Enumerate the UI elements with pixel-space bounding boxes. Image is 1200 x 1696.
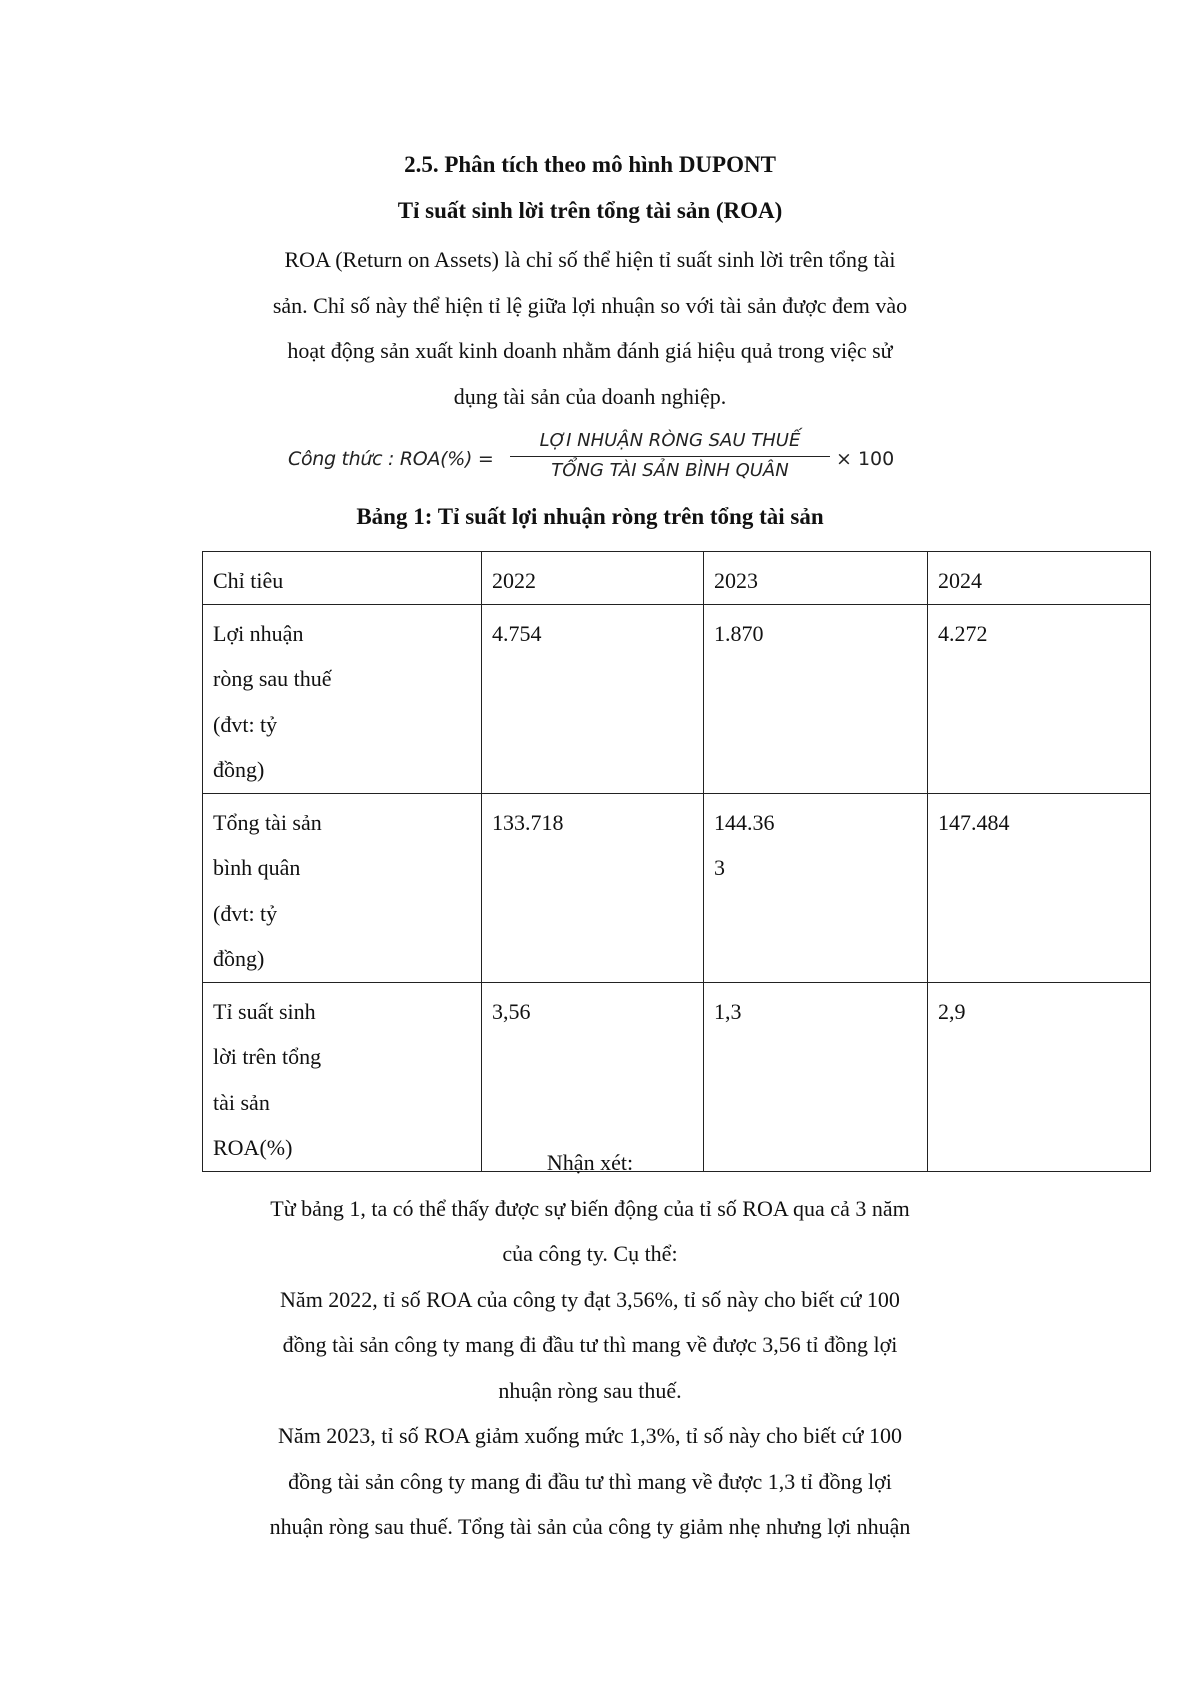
subsection-title: Tỉ suất sinh lời trên tổng tài sản (ROA) [397, 198, 783, 223]
row-label-line: ròng sau thuế [213, 666, 332, 691]
value-line: 1,3 [714, 998, 742, 1024]
comment-title: Nhận xét: [546, 1150, 634, 1175]
value-line: 147.484 [938, 809, 1010, 835]
row-label-line: Tổng tài sản [213, 809, 322, 835]
header-cell: 2023 [704, 552, 928, 605]
row-label-line: lời trên tổng [213, 1044, 322, 1069]
intro-line: hoạt động sản xuất kinh doanh nhằm đánh giá hiệu quả trong việc sử [287, 338, 893, 363]
formula-fraction [510, 428, 830, 485]
intro-paragraph [200, 237, 980, 419]
roa-formula [288, 428, 908, 490]
comment-line: của công ty. Cụ thể: [502, 1241, 678, 1266]
value-cell [928, 793, 1151, 982]
comment-line: đồng tài sản công ty mang đi đầu tư thì mang về được 3,56 tỉ đồng lợi [282, 1332, 898, 1357]
comment-line: Năm 2023, tỉ số ROA giảm xuống mức 1,3%, tỉ số này cho biết cứ 100 [278, 1423, 902, 1448]
value-line: 3 [714, 855, 725, 880]
row-label-line: đồng) [213, 757, 265, 782]
header-cell: 2022 [482, 552, 704, 605]
value-line: 2,9 [938, 998, 966, 1024]
intro-line: sản. Chỉ số này thể hiện tỉ lệ giữa lợi nhuận so với tài sản được đem vào [272, 292, 908, 318]
row-label-line: (đvt: tỷ [213, 711, 278, 737]
formula-lhs: Công thức : ROA(%) = [288, 448, 494, 470]
comment-section [200, 1140, 980, 1550]
value-cell [928, 604, 1151, 793]
comment-line: nhuận ròng sau thuế. Tổng tài sản của công ty giảm nhẹ nhưng lợi nhuận [269, 1514, 911, 1539]
comment-line: nhuận ròng sau thuế. [498, 1377, 682, 1403]
formula-numerator: LỢI NHUẬN RÒNG SAU THUẾ [510, 428, 830, 457]
table-row [203, 604, 1151, 793]
value-line: 133.718 [492, 809, 564, 835]
comment-line: đồng tài sản công ty mang đi đầu tư thì mang về được 1,3 tỉ đồng lợi [288, 1468, 892, 1494]
table-row [203, 793, 1151, 982]
header-cell: 2024 [928, 552, 1151, 605]
row-label-line: Tỉ suất sinh [213, 998, 316, 1024]
value-cell [482, 604, 704, 793]
intro-line: dụng tài sản của doanh nghiệp. [453, 383, 727, 409]
comment-line: Từ bảng 1, ta có thể thấy được sự biến động của tỉ số ROA qua cả 3 năm [270, 1195, 910, 1221]
row-label-line: (đvt: tỷ [213, 900, 278, 926]
intro-line: ROA (Return on Assets) là chỉ số thể hiện tỉ suất sinh lời trên tổng tài [284, 247, 896, 272]
roa-table [202, 551, 1151, 1172]
value-line: 3,56 [492, 998, 531, 1024]
row-label-cell [203, 604, 482, 793]
formula-denominator: TỔNG TÀI SẢN BÌNH QUÂN [551, 460, 789, 481]
value-line: 1.870 [714, 620, 764, 646]
value-line: 144.36 [714, 809, 775, 835]
row-label-line: ROA(%) [213, 1135, 293, 1160]
row-label-line: Lợi nhuận [213, 620, 304, 646]
table-header-row [203, 552, 1151, 605]
comment-line: Năm 2022, tỉ số ROA của công ty đạt 3,56%, tỉ số này cho biết cứ 100 [280, 1286, 900, 1312]
row-label-line: tài sản [213, 1089, 270, 1115]
value-cell [482, 793, 704, 982]
row-label-line: bình quân [213, 855, 301, 880]
value-line: 4.272 [938, 620, 988, 646]
table-title: Bảng 1: Tỉ suất lợi nhuận ròng trên tổng tài sản [356, 504, 824, 529]
row-label-cell [203, 793, 482, 982]
value-line: 4.754 [492, 620, 542, 646]
header-cell: Chỉ tiêu [203, 552, 482, 605]
row-label-line: đồng) [213, 946, 265, 971]
value-cell [704, 793, 928, 982]
value-cell [704, 604, 928, 793]
section-title: 2.5. Phân tích theo mô hình DUPONT [404, 152, 776, 177]
formula-rhs: × 100 [836, 448, 895, 470]
